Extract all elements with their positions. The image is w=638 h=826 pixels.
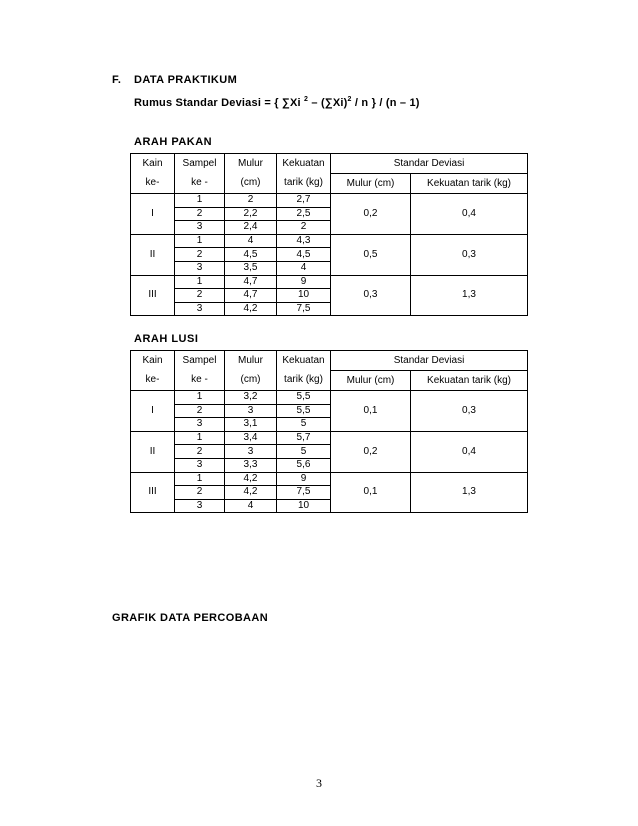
sampel-cell: 1: [175, 194, 225, 208]
pakan-table: [130, 153, 528, 316]
kekuatan-cell: 2,7: [277, 194, 331, 208]
sampel-cell: 3: [175, 499, 225, 513]
kekuatan-cell: 10: [277, 499, 331, 513]
mulur-cell: 3: [225, 445, 277, 459]
sampel-cell: 3: [175, 221, 225, 235]
sampel-cell: 1: [175, 234, 225, 248]
table-row: [131, 275, 528, 289]
mulur-cell: 4,7: [225, 275, 277, 289]
header-standar-deviasi: Standar Deviasi: [331, 351, 528, 371]
table-row: [131, 194, 528, 208]
section-letter: F.: [112, 74, 122, 86]
header-sd-mulur: Mulur (cm): [331, 371, 411, 391]
sampel-cell: 2: [175, 248, 225, 262]
mulur-cell: 4,5: [225, 248, 277, 262]
header-sd-kekuatan: Kekuatan tarik (kg): [411, 174, 528, 194]
graph-heading: GRAFIK DATA PERCOBAAN: [112, 612, 269, 624]
header-sd-mulur: Mulur (cm): [331, 174, 411, 194]
mulur-cell: 4,2: [225, 486, 277, 500]
sd-mulur-cell: 0,5: [331, 234, 411, 275]
header-mulur: Mulur: [225, 351, 277, 371]
kekuatan-cell: 2,5: [277, 207, 331, 221]
kekuatan-cell: 5: [277, 445, 331, 459]
sampel-cell: 2: [175, 404, 225, 418]
mulur-cell: 2: [225, 194, 277, 208]
sd-mulur-cell: 0,3: [331, 275, 411, 316]
kekuatan-cell: 5,7: [277, 431, 331, 445]
sd-mulur-cell: 0,2: [331, 194, 411, 235]
mulur-cell: 2,2: [225, 207, 277, 221]
sampel-cell: 3: [175, 302, 225, 316]
sd-kekuatan-cell: 0,4: [411, 194, 528, 235]
kekuatan-cell: 9: [277, 472, 331, 486]
sampel-cell: 2: [175, 207, 225, 221]
sd-mulur-cell: 0,1: [331, 472, 411, 513]
kekuatan-cell: 2: [277, 221, 331, 235]
kain-cell: I: [131, 194, 175, 235]
header-kain-ke: ke-: [131, 174, 175, 194]
sd-kekuatan-cell: 0,3: [411, 391, 528, 432]
table-row: [131, 391, 528, 405]
header-row-2: [131, 174, 528, 194]
mulur-cell: 3,2: [225, 391, 277, 405]
std-deviation-formula: Rumus Standar Deviasi = { ∑Xi $^2 - (\sum Xi)^2$ / n } / (n – 1): [134, 96, 420, 109]
table-row: [131, 431, 528, 445]
kekuatan-cell: 7,5: [277, 302, 331, 316]
header-row: [131, 154, 528, 174]
lusi-table: [130, 350, 528, 513]
header-sampel-ke: ke -: [175, 371, 225, 391]
header-sampel: Sampel: [175, 154, 225, 174]
mulur-cell: 3,5: [225, 261, 277, 275]
sd-mulur-cell: 0,2: [331, 431, 411, 472]
kekuatan-cell: 4,3: [277, 234, 331, 248]
kekuatan-cell: 5,5: [277, 404, 331, 418]
kekuatan-cell: 10: [277, 289, 331, 303]
kekuatan-cell: 5: [277, 418, 331, 432]
mulur-cell: 4: [225, 234, 277, 248]
sampel-cell: 2: [175, 289, 225, 303]
sd-kekuatan-cell: 0,3: [411, 234, 528, 275]
mulur-cell: 3,4: [225, 431, 277, 445]
mulur-cell: 3: [225, 404, 277, 418]
table-row: [131, 234, 528, 248]
lusi-heading: ARAH LUSI: [134, 333, 199, 345]
header-kain: Kain: [131, 154, 175, 174]
sampel-cell: 1: [175, 431, 225, 445]
sampel-cell: 1: [175, 391, 225, 405]
header-sd-kekuatan: Kekuatan tarik (kg): [411, 371, 528, 391]
header-row: [131, 351, 528, 371]
mulur-cell: 4,2: [225, 472, 277, 486]
kain-cell: II: [131, 234, 175, 275]
header-kekuatan-unit: tarik (kg): [277, 371, 331, 391]
kain-cell: III: [131, 275, 175, 316]
header-sampel-ke: ke -: [175, 174, 225, 194]
header-mulur: Mulur: [225, 154, 277, 174]
header-mulur-unit: (cm): [225, 371, 277, 391]
kekuatan-cell: 4: [277, 261, 331, 275]
mulur-cell: 4,2: [225, 302, 277, 316]
section-title: DATA PRAKTIKUM: [134, 74, 238, 86]
header-mulur-unit: (cm): [225, 174, 277, 194]
sampel-cell: 2: [175, 486, 225, 500]
section-heading: [112, 74, 237, 86]
header-sampel: Sampel: [175, 351, 225, 371]
mulur-cell: 3,3: [225, 458, 277, 472]
sampel-cell: 3: [175, 261, 225, 275]
mulur-cell: 3,1: [225, 418, 277, 432]
kain-cell: III: [131, 472, 175, 513]
table-row: [131, 472, 528, 486]
mulur-cell: 4: [225, 499, 277, 513]
sd-kekuatan-cell: 1,3: [411, 472, 528, 513]
kekuatan-cell: 5,5: [277, 391, 331, 405]
sampel-cell: 1: [175, 275, 225, 289]
kain-cell: I: [131, 391, 175, 432]
sampel-cell: 3: [175, 418, 225, 432]
header-standar-deviasi: Standar Deviasi: [331, 154, 528, 174]
page-number: 3: [316, 776, 322, 790]
header-kain-ke: ke-: [131, 371, 175, 391]
kekuatan-cell: 7,5: [277, 486, 331, 500]
mulur-cell: 2,4: [225, 221, 277, 235]
kekuatan-cell: 9: [277, 275, 331, 289]
kain-cell: II: [131, 431, 175, 472]
header-row-2: [131, 371, 528, 391]
pakan-heading: ARAH PAKAN: [134, 136, 213, 148]
kekuatan-cell: 4,5: [277, 248, 331, 262]
header-kekuatan-unit: tarik (kg): [277, 174, 331, 194]
header-kain: Kain: [131, 351, 175, 371]
sd-kekuatan-cell: 1,3: [411, 275, 528, 316]
header-kekuatan: Kekuatan: [277, 154, 331, 174]
sampel-cell: 3: [175, 458, 225, 472]
sampel-cell: 1: [175, 472, 225, 486]
header-kekuatan: Kekuatan: [277, 351, 331, 371]
sd-mulur-cell: 0,1: [331, 391, 411, 432]
sampel-cell: 2: [175, 445, 225, 459]
sd-kekuatan-cell: 0,4: [411, 431, 528, 472]
kekuatan-cell: 5,6: [277, 458, 331, 472]
mulur-cell: 4,7: [225, 289, 277, 303]
